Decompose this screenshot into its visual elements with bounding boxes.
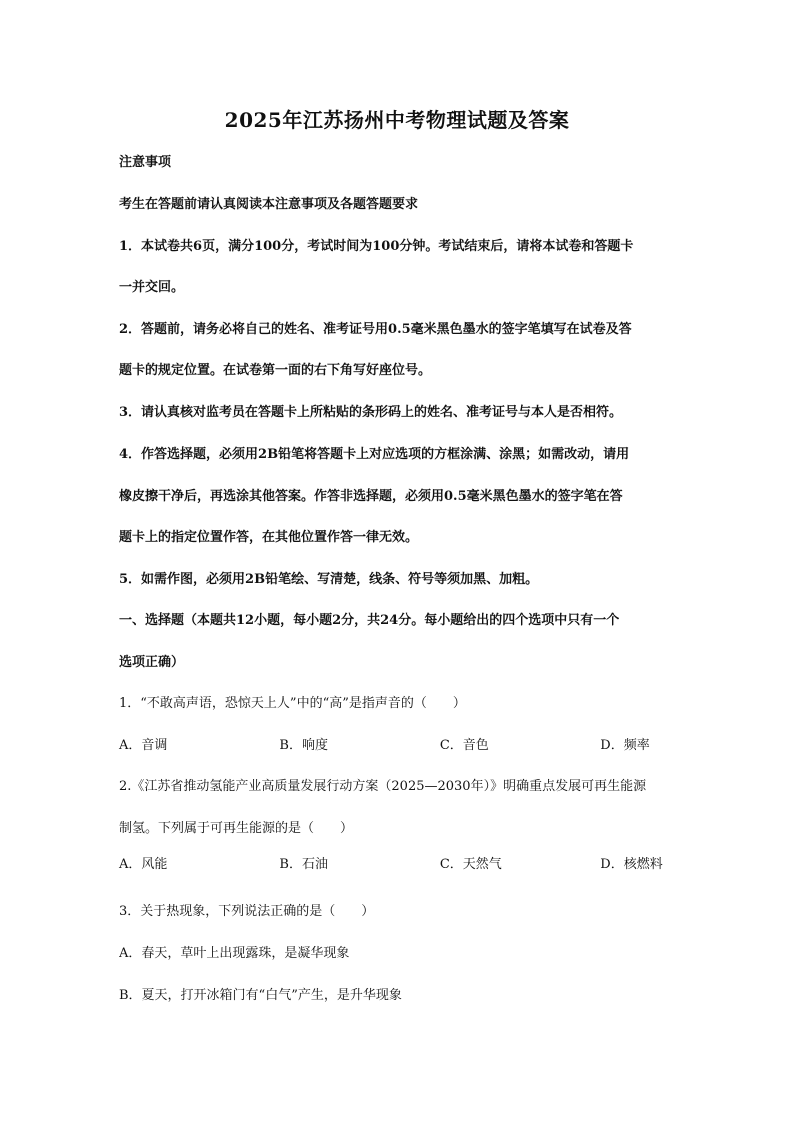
question-1-option-a: A．音调 [119,738,168,753]
notice-4-line-1: 4．作答选择题，必须用2B铅笔将答题卡上对应选项的方框涂满、涂黑；如需改动，请用 [119,447,630,462]
notice-2-line-1: 2．答题前，请务必将自己的姓名、准考证号用0.5毫米黑色墨水的签字笔填写在试卷及答 [119,322,632,337]
question-2-option-b: B．石油 [279,857,328,872]
question-2-stem-line-2: 制氢。下列属于可再生能源的是（ ） [119,821,354,836]
question-2-stem-line-1: 2.《江苏省推动氢能产业高质量发展行动方案（2025—2030年）》明确重点发展可再生能源 [119,779,647,794]
question-2-options [119,853,679,872]
question-1-options [119,734,679,753]
question-2-option-c: C．天然气 [439,857,502,872]
question-2-option-d: D．核燃料 [600,857,663,872]
question-1-option-b: B．响度 [279,738,328,753]
notice-5-line-1: 5．如需作图，必须用2B铅笔绘、写清楚，线条、符号等须加黑、加粗。 [119,572,539,587]
question-3-option-b: B．夏天，打开冰箱门有“白气”产生，是升华现象 [119,988,402,1003]
notice-heading: 注意事项 [119,155,172,170]
question-1-option-c: C．音色 [439,738,489,753]
section-1-heading-line-1: 一、选择题（本题共12小题，每小题2分，共24分。每小题给出的四个选项中只有一个 [119,613,620,628]
page-title: 2025年江苏扬州中考物理试题及答案 [224,108,570,132]
notice-1-line-1: 1．本试卷共6页，满分100分，考试时间为100分钟。考试结束后，请将本试卷和答题卡 [119,239,634,254]
section-1-heading-line-2: 选项正确） [119,655,185,670]
question-2-option-a: A．风能 [119,857,168,872]
question-3-stem: 3．关于热现象，下列说法正确的是（ ） [119,904,375,919]
question-3-option-a: A．春天，草叶上出现露珠，是凝华现象 [119,946,350,961]
question-1-option-d: D．频率 [600,738,650,753]
notice-4-line-3: 题卡上的指定位置作答，在其他位置作答一律无效。 [119,530,419,545]
notice-1-line-2: 一并交回。 [119,280,185,295]
notice-3-line-1: 3．请认真核对监考员在答题卡上所粘贴的条形码上的姓名、准考证号与本人是否相符。 [119,405,623,420]
question-1-stem: 1．“不敢高声语，恐惊天上人”中的“高”是指声音的（ ） [119,696,466,711]
notice-2-line-2: 题卡的规定位置。在试卷第一面的右下角写好座位号。 [119,363,432,378]
notice-intro: 考生在答题前请认真阅读本注意事项及各题答题要求 [119,197,419,212]
notice-4-line-2: 橡皮擦干净后，再选涂其他答案。作答非选择题，必须用0.5毫米黑色墨水的签字笔在答 [119,489,623,504]
